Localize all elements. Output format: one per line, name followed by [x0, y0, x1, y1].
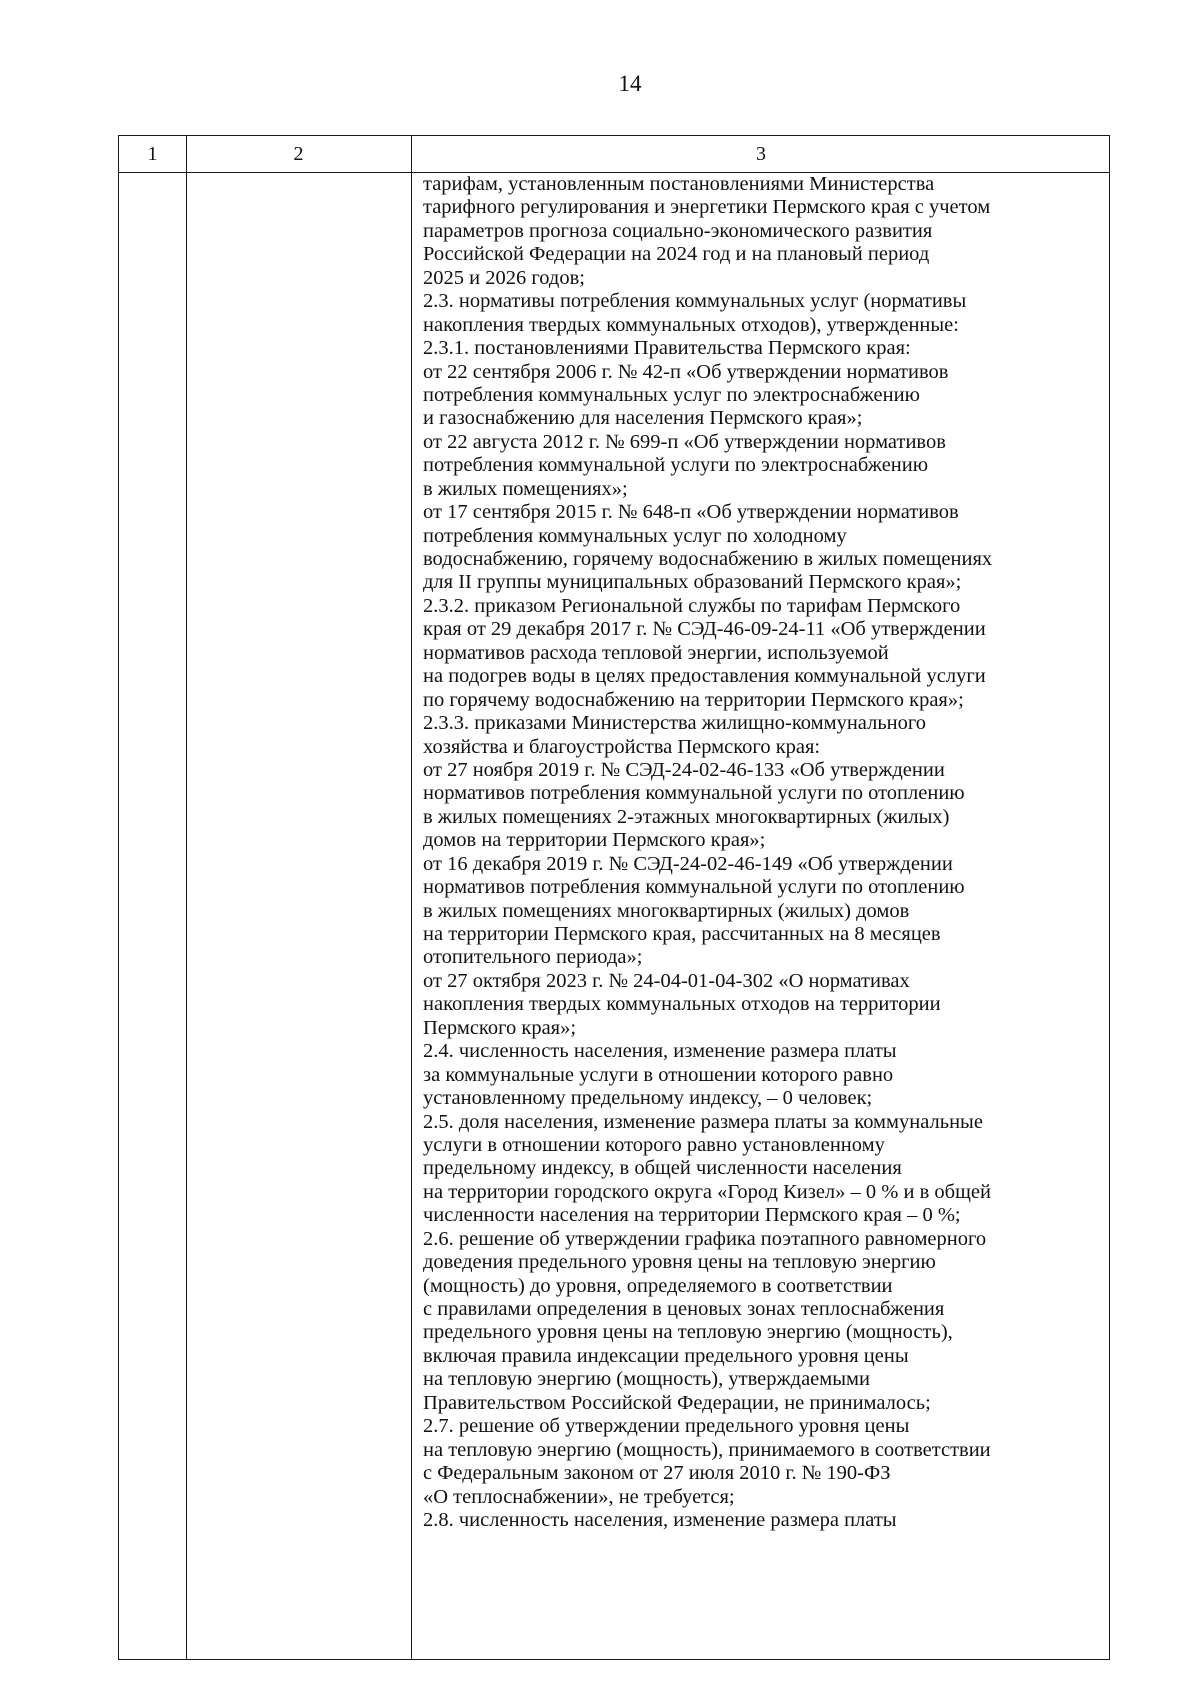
text-line: установленному предельному индексу, – 0 человек; [423, 1087, 873, 1110]
text-line: 2025 и 2026 годов; [423, 266, 585, 289]
text-line: от 17 сентября 2015 г. № 648-п «Об утверждении нормативов [423, 501, 959, 524]
text-line: накопления твердых коммунальных отходов), утвержденные: [423, 313, 959, 336]
column-header-3: 3 [756, 143, 766, 165]
text-line: 2.5. доля населения, изменение размера платы за коммунальные [423, 1110, 983, 1133]
text-line: нормативов расхода тепловой энергии, используемой [423, 641, 889, 664]
text-line: Правительством Российской Федерации, не принималось; [423, 1391, 931, 1414]
text-line: потребления коммунальной услуги по электроснабжению [423, 454, 929, 477]
text-line: предельному индексу, в общей численности населения [423, 1157, 902, 1180]
text-line: 2.3.2. приказом Региональной службы по тарифам Пермского [423, 594, 961, 617]
text-line: потребления коммунальных услуг по холодному [423, 524, 847, 547]
text-line: Пермского края»; [423, 1016, 577, 1039]
text-line: хозяйства и благоустройства Пермского края: [423, 735, 821, 758]
text-line: тарифам, установленным постановлениями Министерства [423, 173, 935, 195]
text-line: отопительного периода»; [423, 946, 643, 969]
text-line: и газоснабжению для населения Пермского края»; [423, 407, 863, 430]
text-line: 2.8. численность населения, изменение размера платы [423, 1508, 897, 1531]
text-line: с правилами определения в ценовых зонах теплоснабжения [423, 1298, 945, 1320]
document-table [118, 135, 1110, 1660]
text-line: услуги в отношении которого равно установленному [423, 1133, 885, 1156]
text-line: с Федеральным законом от 27 июля 2010 г. № 190-ФЗ [423, 1462, 891, 1485]
text-line: (мощность) до уровня, определяемого в соответствии [423, 1274, 893, 1297]
column-header-2: 2 [293, 143, 304, 165]
text-line: 2.4. численность населения, изменение размера платы [423, 1040, 897, 1063]
text-line: параметров прогноза социально-экономического развития [423, 219, 933, 242]
text-line: на территории городского округа «Город Кизел» – 0 % и в общей [423, 1180, 991, 1203]
text-line: от 27 ноября 2019 г. № СЭД-24-02-46-133 «Об утверждении [423, 758, 945, 781]
text-line: тарифного регулирования и энергетики Пермского края с учетом [423, 196, 991, 219]
text-line: в жилых помещениях 2-этажных многоквартирных (жилых) [423, 805, 950, 828]
text-line: по горячему водоснабжению на территории Пермского края»; [423, 688, 964, 711]
text-line: на территории Пермского края, рассчитанных на 8 месяцев [423, 923, 941, 945]
text-line: на подогрев воды в целях предоставления коммунальной услуги [423, 665, 986, 688]
text-line: Российской Федерации на 2024 год и на плановый период [423, 243, 930, 266]
text-line: в жилых помещениях многоквартирных (жилых) домов [423, 899, 910, 922]
text-line: 2.6. решение об утверждении графика поэтапного равномерного [423, 1227, 987, 1250]
text-line: на тепловую энергию (мощность), принимаемого в соответствии [423, 1438, 991, 1461]
text-line: накопления твердых коммунальных отходов на территории [423, 993, 941, 1016]
column-divider-2 [411, 136, 412, 1659]
text-line: от 22 сентября 2006 г. № 42-п «Об утверждении нормативов [423, 360, 949, 383]
text-line: водоснабжению, горячему водоснабжению в жилых помещениях [423, 548, 993, 570]
text-line: края от 29 декабря 2017 г. № СЭД-46-09-24-11 «Об утверждении [423, 618, 986, 641]
text-line: домов на территории Пермского края»; [423, 829, 766, 852]
text-line: нормативов потребления коммунальной услуги по отоплению [423, 876, 965, 899]
text-line: включая правила индексации предельного уровня цены [423, 1344, 909, 1367]
text-line: потребления коммунальных услуг по электроснабжению [423, 383, 920, 406]
text-line: в жилых помещениях»; [423, 477, 628, 500]
page-number: 14 [618, 71, 642, 96]
column-3-text [423, 173, 1113, 1532]
text-line: от 22 августа 2012 г. № 699-п «Об утверждении нормативов [423, 430, 946, 453]
text-line: «О теплоснабжении», не требуется; [423, 1485, 735, 1508]
column-divider-1 [186, 136, 187, 1659]
text-line: 2.3.1. постановлениями Правительства Пермского края: [423, 337, 911, 360]
text-line: за коммунальные услуги в отношении которого равно [423, 1063, 894, 1086]
text-line: на тепловую энергию (мощность), утверждаемыми [423, 1368, 870, 1391]
column-header-1: 1 [147, 143, 158, 165]
text-line: 2.7. решение об утверждении предельного уровня цены [423, 1415, 910, 1438]
text-line: доведения предельного уровня цены на тепловую энергию [423, 1251, 936, 1274]
text-line: 2.3. нормативы потребления коммунальных услуг (нормативы [423, 290, 967, 313]
text-line: нормативов потребления коммунальной услуги по отоплению [423, 782, 965, 805]
text-line: предельного уровня цены на тепловую энергию (мощность), [423, 1321, 953, 1344]
text-line: численности населения на территории Пермского края – 0 %; [423, 1204, 961, 1227]
text-line: от 27 октября 2023 г. № 24-04-01-04-302 «О нормативах [423, 969, 910, 992]
text-line: от 16 декабря 2019 г. № СЭД-24-02-46-149 «Об утверждении [423, 852, 953, 875]
text-line: 2.3.3. приказами Министерства жилищно-коммунального [423, 712, 927, 735]
text-line: для II группы муниципальных образований Пермского края»; [423, 571, 962, 594]
